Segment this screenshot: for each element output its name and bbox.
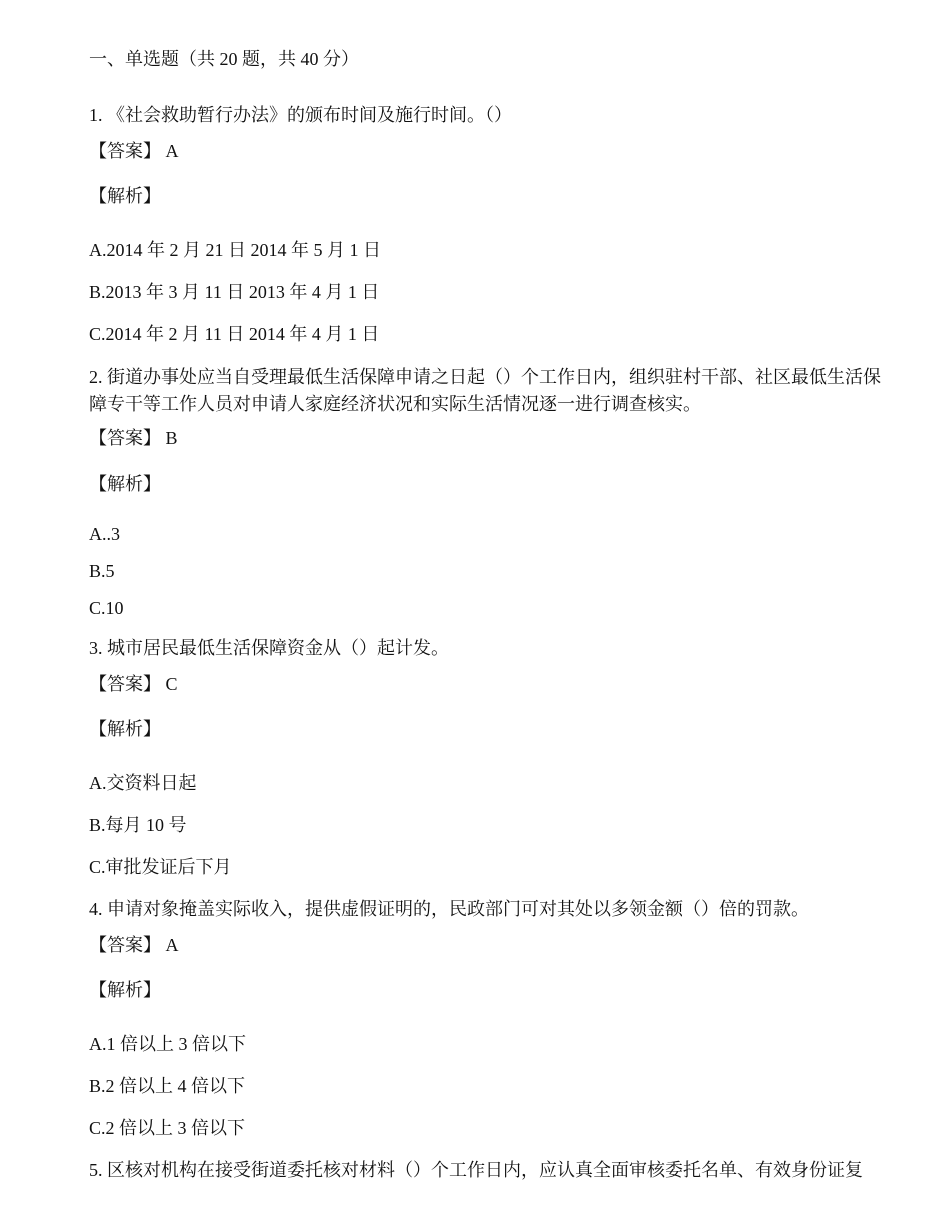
- question-2-stem: 2. 街道办事处应当自受理最低生活保障申请之日起（）个工作日内，组织驻村干部、社区最低生活保障专干等工作人员对申请人家庭经济状况和实际生活情况逐一进行调查核实。: [89, 367, 881, 414]
- question-2-answer: 【答案】 B: [89, 428, 178, 448]
- question-1-answer: 【答案】 A: [89, 141, 179, 161]
- question-2-option-a: A..3: [89, 524, 120, 544]
- question-1-option-c: C.2014 年 2 月 11 日 2014 年 4 月 1 日: [89, 324, 380, 344]
- question-2-option-c: C.10: [89, 598, 124, 618]
- question-3-option-b: B.每月 10 号: [89, 815, 187, 835]
- question-3-option-a: A.交资料日起: [89, 773, 197, 793]
- question-4-option-b: B.2 倍以上 4 倍以下: [89, 1076, 246, 1096]
- question-4-answer: 【答案】 A: [89, 935, 179, 955]
- question-4-stem: 4. 申请对象掩盖实际收入，提供虚假证明的，民政部门可对其处以多领金额（）倍的罚款。: [89, 899, 809, 919]
- question-1-option-b: B.2013 年 3 月 11 日 2013 年 4 月 1 日: [89, 282, 380, 302]
- question-1-stem: 1. 《社会救助暂行办法》的颁布时间及施行时间。（）: [89, 105, 512, 125]
- question-5-stem: 5. 区核对机构在接受街道委托核对材料（）个工作日内，应认真全面审核委托名单、有效身份证复: [89, 1160, 863, 1180]
- question-1-analysis: 【解析】: [89, 186, 161, 206]
- section-title: 一、单选题（共 20 题，共 40 分）: [89, 49, 359, 69]
- question-4-option-a: A.1 倍以上 3 倍以下: [89, 1034, 246, 1054]
- question-3-analysis: 【解析】: [89, 719, 161, 739]
- question-4-analysis: 【解析】: [89, 980, 161, 1000]
- question-3-option-c: C.审批发证后下月: [89, 857, 232, 877]
- question-2-analysis: 【解析】: [89, 474, 161, 494]
- question-3-answer: 【答案】 C: [89, 674, 178, 694]
- question-3-stem: 3. 城市居民最低生活保障资金从（）起计发。: [89, 638, 449, 658]
- question-4-option-c: C.2 倍以上 3 倍以下: [89, 1118, 246, 1138]
- question-1-option-a: A.2014 年 2 月 21 日 2014 年 5 月 1 日: [89, 240, 381, 260]
- question-2-option-b: B.5: [89, 561, 115, 581]
